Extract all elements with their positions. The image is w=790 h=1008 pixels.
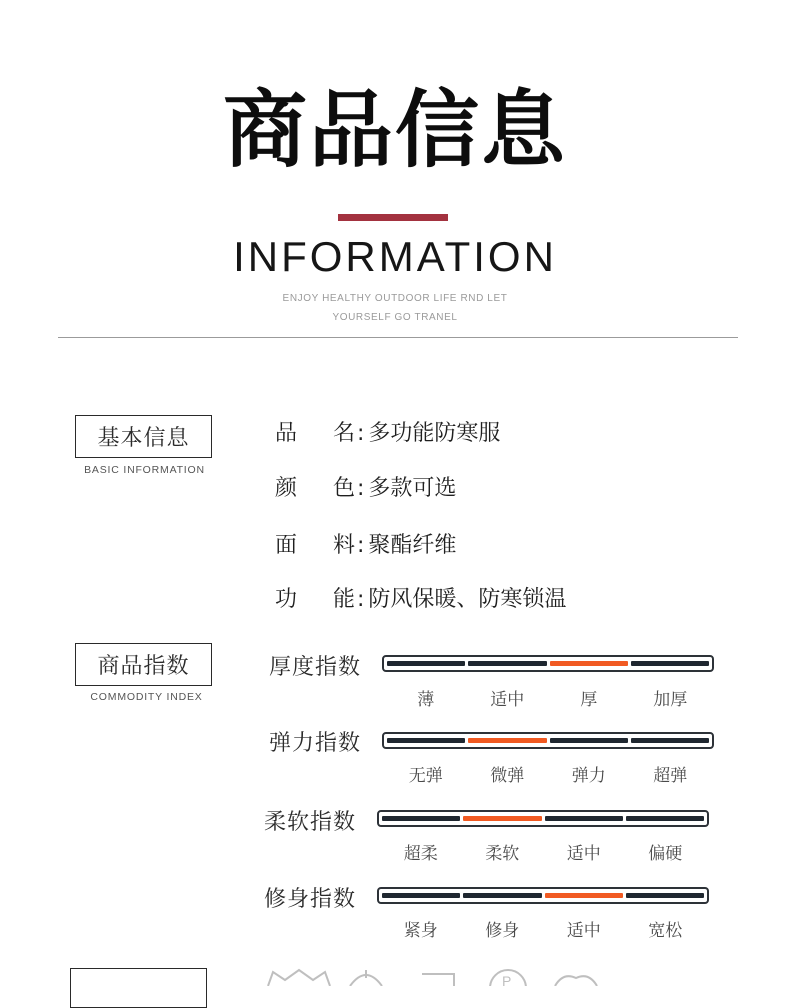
index-segment — [545, 816, 623, 821]
basic-info-heading: 基本信息 — [75, 415, 212, 458]
index-tick: 加厚 — [653, 690, 688, 710]
index-segment — [626, 893, 704, 898]
index-tick: 宽松 — [648, 921, 683, 941]
basic-info-subheading: BASIC INFORMATION — [84, 464, 205, 476]
index-segment — [631, 738, 709, 743]
index-tick: 无弹 — [408, 766, 443, 786]
index-label-elasticity: 弹力指数 — [269, 731, 362, 756]
index-segment — [463, 816, 541, 821]
index-tick: 柔软 — [485, 844, 520, 864]
svg-text:P: P — [502, 973, 512, 986]
index-tick: 适中 — [566, 844, 601, 864]
index-segment — [468, 738, 546, 743]
info-value: 多款可选 — [368, 476, 457, 501]
commodity-index-subheading: COMMODITY INDEX — [90, 691, 203, 703]
info-row-fabric: 面 料 : 聚酯纤维 — [275, 533, 457, 558]
index-tick: 弹力 — [571, 766, 606, 786]
index-bar-fit — [377, 887, 709, 904]
info-value: 聚酯纤维 — [368, 533, 457, 558]
index-segment — [550, 661, 628, 666]
info-label: 品 名 — [275, 421, 355, 446]
page-title-english: INFORMATION — [233, 233, 557, 280]
index-segment — [468, 661, 546, 666]
info-label: 面 料 — [275, 533, 355, 558]
info-value: 防风保暖、防寒锁温 — [368, 587, 567, 612]
index-segment — [463, 893, 541, 898]
index-bar-thickness — [382, 655, 714, 672]
care-instructions-heading — [70, 968, 207, 1008]
index-tick: 薄 — [417, 690, 435, 710]
info-label: 功 能 — [275, 587, 355, 612]
index-segment — [382, 816, 460, 821]
header-divider — [58, 337, 738, 338]
tagline — [0, 289, 790, 327]
index-segment — [387, 661, 465, 666]
iron-icon — [420, 968, 460, 986]
info-row-name: 品 名 : 多功能防寒服 — [275, 421, 501, 446]
index-tick: 超柔 — [403, 844, 438, 864]
info-label: 颜 色 — [275, 476, 355, 501]
tagline-line-1: ENJOY HEALTHY OUTDOOR LIFE RND LET — [282, 293, 508, 304]
index-segment — [387, 738, 465, 743]
index-tick: 修身 — [485, 921, 520, 941]
title-accent-bar — [338, 214, 448, 221]
index-ticks-fit — [380, 916, 706, 941]
index-segment — [545, 893, 623, 898]
tagline-line-2: YOURSELF GO TRANEL — [332, 312, 458, 323]
index-label-softness: 柔软指数 — [264, 810, 357, 835]
commodity-index-heading: 商品指数 — [75, 643, 212, 686]
index-tick: 适中 — [566, 921, 601, 941]
index-tick: 适中 — [490, 690, 525, 710]
index-tick: 微弹 — [490, 766, 525, 786]
index-bar-elasticity — [382, 732, 714, 749]
index-tick: 厚 — [580, 690, 598, 710]
index-label-fit: 修身指数 — [264, 887, 357, 912]
index-ticks-thickness — [385, 685, 711, 710]
info-value: 多功能防寒服 — [368, 421, 501, 446]
index-bar-softness — [377, 810, 709, 827]
index-tick: 紧身 — [403, 921, 438, 941]
page-title: 商品信息 — [222, 81, 567, 179]
index-label-thickness: 厚度指数 — [269, 655, 362, 680]
index-ticks-softness — [380, 839, 706, 864]
index-tick: 超弹 — [653, 766, 688, 786]
info-row-color: 颜 色 : 多款可选 — [275, 476, 457, 501]
index-ticks-elasticity — [385, 761, 711, 786]
index-segment — [631, 661, 709, 666]
wash-icon — [265, 968, 333, 986]
bleach-icon — [346, 968, 386, 986]
dryclean-icon — [486, 968, 530, 986]
index-segment — [382, 893, 460, 898]
index-segment — [550, 738, 628, 743]
index-segment — [626, 816, 704, 821]
dry-icon — [553, 968, 599, 986]
info-row-function: 功 能 : 防风保暖、防寒锁温 — [275, 587, 567, 612]
index-tick: 偏硬 — [648, 844, 683, 864]
